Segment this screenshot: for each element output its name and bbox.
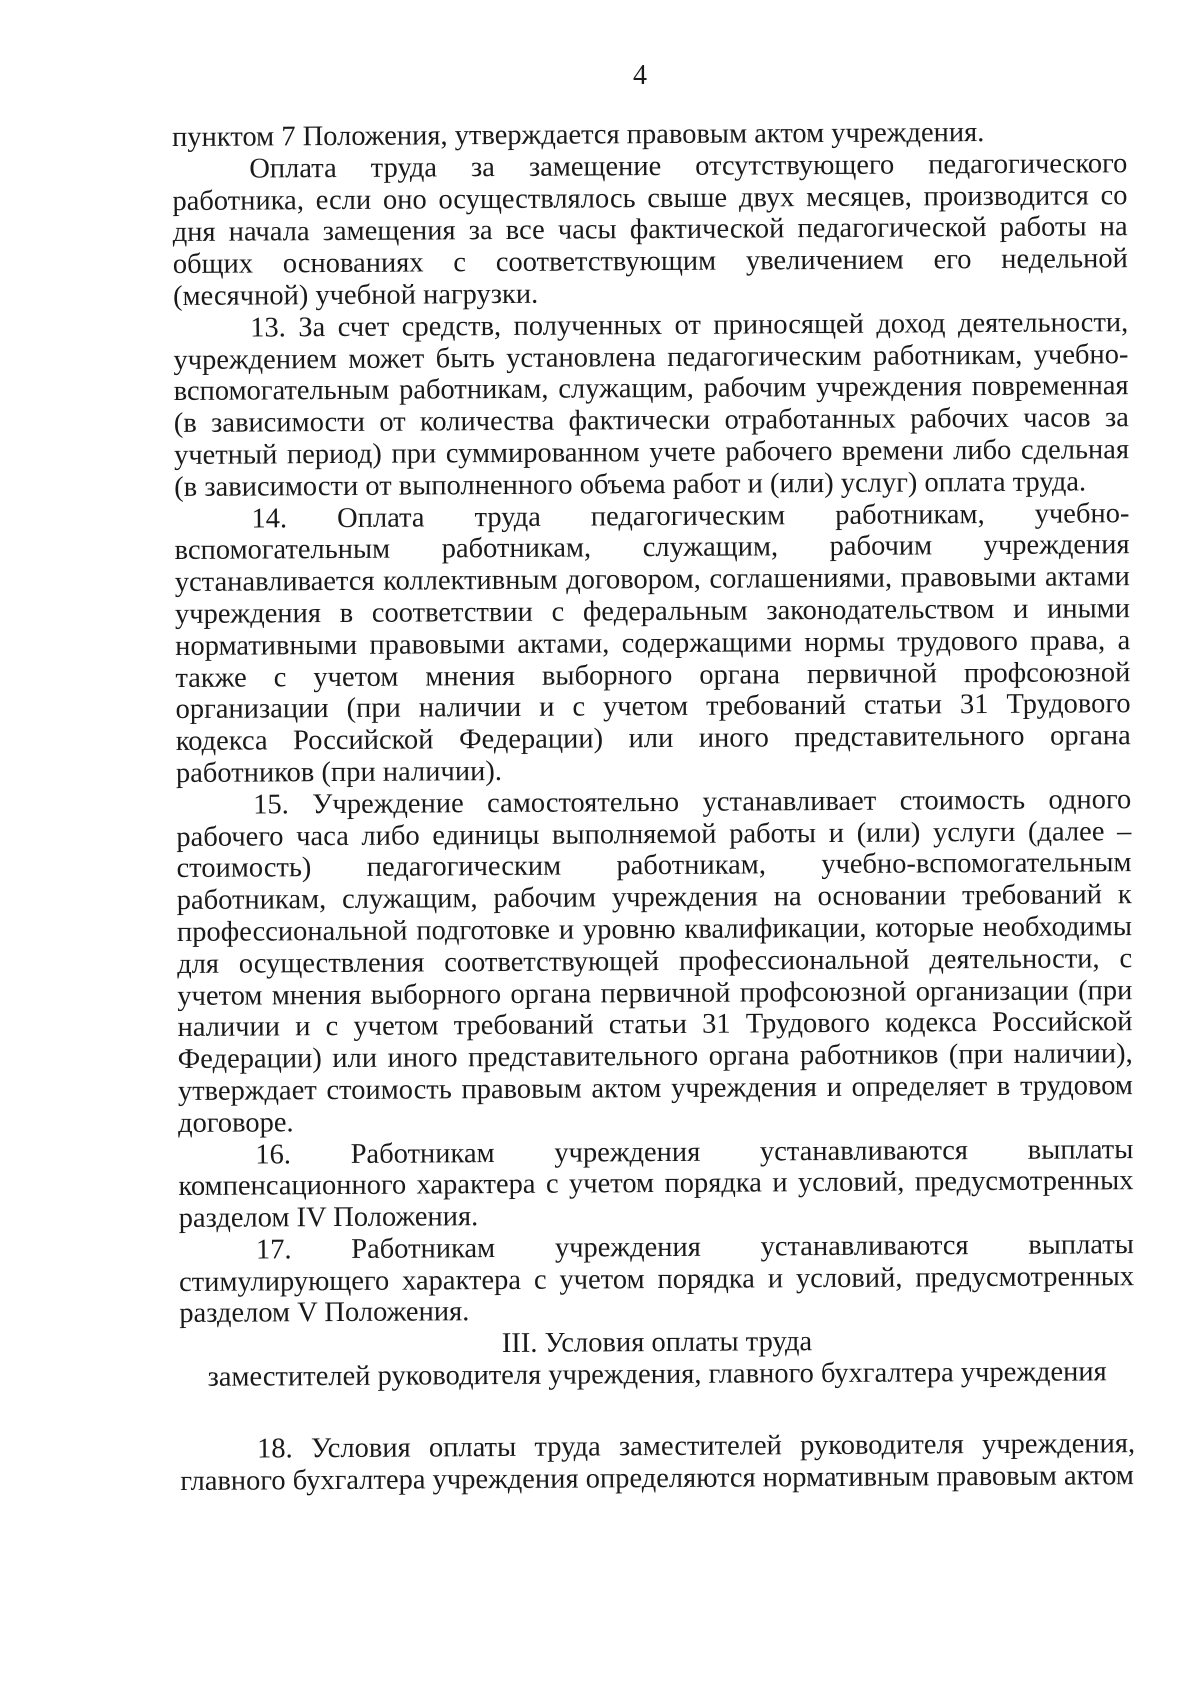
paragraph-continuation: пунктом 7 Положения, утверждается правовым актом учреждения. <box>172 117 985 153</box>
paragraph-13: 13. За счет средств, полученных от приносящей доход деятельности, учреждением может быть установлена педагогическим работникам, учебно-вспомогательным работникам, служащим, рабочим учреждения повременная (в зависимости от количества фактически отработанных рабочих часов за учетный период) при суммированном учете рабочего времени либо сдельная (в зависимости от выполненного объема работ и (или) услуг) оплата труда. <box>173 306 1130 503</box>
page-number: 4 <box>633 60 647 91</box>
paragraph-substitution-pay: Оплата труда за замещение отсутствующего педагогического работника, если оно осуществлялось свыше двух месяцев, производится со дня начала замещения за все часы фактической педагогической работы на общих основаниях с соответствующим увеличением его недельной (месячной) учебной нагрузки. <box>172 147 1128 312</box>
paragraph-15: 15. Учреждение самостоятельно устанавливает стоимость одного рабочего часа либо единицы выполняемой работы и (или) услуги (далее – стоимость) педагогическим работникам, учебно-вспомогательным работникам, служащим, рабочим учреждения на основании требований к профессиональной подготовке и уровню квалификации, которые необходимы для осуществления соответствующей профессиональной деятельности, с учетом мнения выборного органа первичной профсоюзной организации (при наличии и с учетом требований статьи 31 Трудового кодекса Российской Федерации) или иного представительного органа работников (при наличии), утверждает стоимость правовым актом учреждения и определяет в трудовом договоре. <box>176 783 1133 1139</box>
document-body <box>172 116 1135 1497</box>
paragraph-16: 16. Работникам учреждения устанавливаются выплаты компенсационного характера с учетом порядка и условий, предусмотренных разделом IV Положения. <box>178 1133 1134 1235</box>
paragraph-18: 18. Условия оплаты труда заместителей руководителя учреждения, главного бухгалтера учреждения определяются нормативным правовым актом <box>180 1428 1136 1497</box>
section-subheading: заместителей руководителя учреждения, главного бухгалтера учреждения <box>207 1356 1107 1393</box>
section-heading: III. Условия оплаты труда <box>501 1326 813 1360</box>
paragraph-17: 17. Работникам учреждения устанавливаются выплаты стимулирующего характера с учетом порядка и условий, предусмотренных разделом V Положения. <box>178 1229 1135 1330</box>
paragraph-14: 14. Оплата труда педагогическим работникам, учебно-вспомогательным работникам, служащим, рабочим учреждения устанавливается коллективным договором, соглашениями, правовыми актами учреждения в соответствии с федеральным законодательством и иными нормативными правовыми актами, содержащими нормы трудового права, а также с учетом мнения выборного органа первичной профсоюзной организации (при наличии и с учетом требований статьи 31 Трудового кодекса Российской Федерации) или иного представительного органа работников (при наличии). <box>174 497 1131 789</box>
